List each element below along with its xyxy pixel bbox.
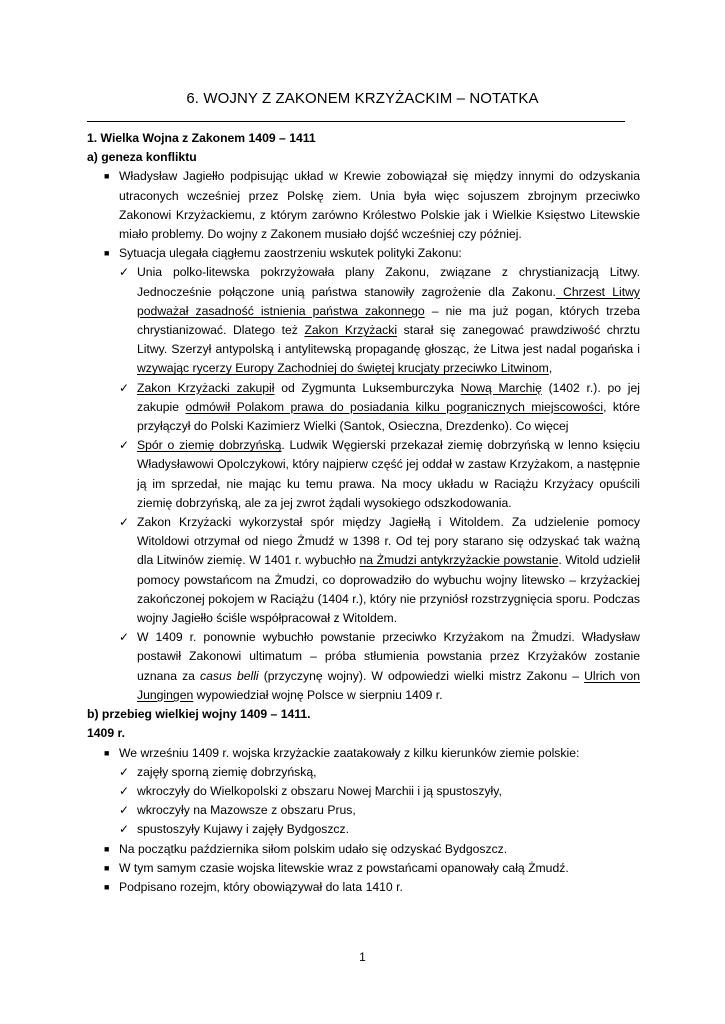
- list-item: [87, 167, 640, 244]
- checkmark-icon: ✓: [119, 630, 130, 645]
- check-item: ✓ Zakon Krzyżacki zakupił od Zygmunta Luksemburczyka Nową Marchię (1402 r.). po jej zakupie odmówił Polakom prawa do posiadania kilku pogranicznych miejscowości, które przyłączył do Polski Kazimierz Wielki (Santok, Osieczna, Drezdenko). Co więcej: [119, 380, 640, 434]
- check-list: [119, 263, 640, 705]
- list-item-text: Władysław Jagiełło podpisując układ w Krewie zobowiązał się między innymi do odzyskania utraconych wcześniej przez Polskę ziem. Unia była więc sojuszem zbrojnym przeciwko Zakonowi Krzyżackiemu, z którym zarówno Królestwo Polskie jak i Wielkie Księstwo Litewskie miało problemy. Do wojny z Zakonem musiało dojść wcześniej czy później.: [119, 169, 640, 242]
- list-item-text: We wrześniu 1409 r. wojska krzyżackie zaatakowały z kilku kierunków ziemie polskie:: [119, 745, 580, 760]
- check-item: ✓ Spór o ziemię dobrzyńską. Ludwik Węgierski przekazał ziemię dobrzyńską w lenno księciu Władysławowi Opolczykowi, który najpierw część jej oddał w zastaw Krzyżakom, a następnie ją im sprzedał, nie mając ku temu prawa. Na mocy układu w Raciążu Krzyżacy opuścili ziemię dobrzyńską, ale za jej zwrot żądali wysokiego odszkodowania.: [119, 438, 640, 510]
- underlined-phrase: odmówił Polakom prawa do posiadania kilku pogranicznych miejscowości: [185, 399, 604, 414]
- check-item: ✓ W 1409 r. ponownie wybuchło powstanie przeciwko Krzyżakom na Żmudzi. Władysław postawił Zakonowi ultimatum – próba stłumienia powstania przez Krzyżaków zostanie uznana za casus belli (przyczynę wojny). W odpowiedzi wielki mistrz Zakonu – Ulrich von Jungingen wypowiedział wojnę Polsce w sierpniu 1409 r.: [119, 630, 641, 702]
- list-item-text: Sytuacja ulegała ciągłemu zaostrzeniu wskutek polityki Zakonu:: [119, 246, 462, 261]
- page-number: 1: [359, 950, 366, 964]
- checkmark-icon: ✓: [119, 803, 130, 818]
- note-content: [87, 129, 640, 897]
- check-item: ✓ wkroczyły na Mazowsze z obszaru Prus,: [119, 801, 640, 820]
- square-bullet-icon: ■: [104, 747, 110, 758]
- square-bullet-icon: ■: [104, 881, 110, 892]
- check-item: ✓ spustoszyły Kujawy i zajęły Bydgoszcz.: [119, 820, 640, 839]
- square-bullet-icon: ■: [104, 843, 110, 854]
- checkmark-icon: ✓: [119, 783, 130, 798]
- list-item: [87, 744, 640, 840]
- check-item: ✓ Zakon Krzyżacki wykorzystał spór między Jagiełłą i Witoldem. Za udzielenie pomocy Witoldowi otrzymał od niego Żmudź w 1398 r. Od tej pory starano się odzyskać tak ważną dla Litwinów ziemię. W 1401 r. wybuchło na Żmudzi antykrzyżackie powstanie. Witold udzielił pomocy powstańcom na Żmudzi, co doprowadziło do wybuchu wojny litewsko – krzyżackiej zakończonej pokojem w Raciążu (1404 r.), który nie przyniósł rozstrzygnięcia sporu. Podczas wojny Jagiełło ściśle współpracował z Witoldem.: [119, 515, 640, 626]
- checkmark-icon: ✓: [119, 380, 130, 395]
- checkmark-icon: ✓: [119, 764, 130, 779]
- bullet-list-b: [87, 744, 640, 898]
- underlined-phrase: Spór o ziemię dobrzyńską: [137, 438, 282, 453]
- underlined-phrase: Nową Marchię: [460, 380, 542, 395]
- subsection-heading-a: a) geneza konfliktu: [87, 150, 197, 165]
- underlined-phrase: Chrzest Litwy podważał zasadność istnienia państwa zakonnego: [137, 284, 641, 318]
- check-list: [119, 763, 640, 840]
- list-item: [87, 878, 640, 897]
- list-item: [87, 859, 640, 878]
- underlined-phrase: Zakon Krzyżacki: [304, 323, 398, 338]
- checkmark-icon: ✓: [119, 265, 130, 280]
- list-item: [87, 840, 640, 859]
- page-title: 6. WOJNY Z ZAKONEM KRZYŻACKIM – NOTATKA: [186, 90, 539, 107]
- italic-phrase: casus belli: [200, 668, 259, 683]
- underlined-phrase: wzywając rycerzy Europy Zachodniej do świętej krucjaty przeciwko Litwinom: [137, 361, 549, 376]
- underlined-phrase: Ulrich von Jungingen: [137, 668, 641, 702]
- title-divider: [87, 121, 625, 122]
- underlined-phrase: Zakon Krzyżacki zakupił: [137, 380, 275, 395]
- checkmark-icon: ✓: [119, 438, 130, 453]
- list-item-text: Na początku października siłom polskim udało się odzyskać Bydgoszcz.: [119, 841, 508, 856]
- year-heading: 1409 r.: [87, 726, 125, 741]
- bullet-list-a: [87, 167, 640, 705]
- section-heading: 1. Wielka Wojna z Zakonem 1409 – 1411: [87, 131, 316, 145]
- subsection-heading-b: b) przebieg wielkiej wojny 1409 – 1411.: [87, 707, 311, 722]
- list-item: [87, 244, 640, 705]
- check-item: ✓ wkroczyły do Wielkopolski z obszaru Nowej Marchii i ją spustoszyły,: [119, 782, 640, 801]
- checkmark-icon: ✓: [119, 515, 130, 530]
- list-item-text: W tym samym czasie wojska litewskie wraz z powstańcami opanowały całą Żmudź.: [119, 860, 569, 875]
- underlined-phrase: na Żmudzi antykrzyżackie powstanie: [359, 553, 559, 568]
- list-item-text: Podpisano rozejm, który obowiązywał do lata 1410 r.: [119, 879, 403, 894]
- square-bullet-icon: ■: [104, 248, 110, 259]
- square-bullet-icon: ■: [104, 862, 110, 873]
- square-bullet-icon: ■: [104, 171, 110, 182]
- check-item: ✓ Unia polko-litewska pokrzyżowała plany Zakonu, związane z chrystianizacją Litwy. Jednocześnie połączone unią państwa stanowiły zagrożenie dla Zakonu. Chrzest Litwy podważał zasadność istnienia państwa zakonnego – nie ma już pogan, których trzeba chrystianizować. Dlatego też Zakon Krzyżacki starał się zanegować prawdziwość chrztu Litwy. Szerzył antypolską i antylitewską propagandę głosząc, że Litwa jest nadal pogańska i wzywając rycerzy Europy Zachodniej do świętej krucjaty przeciwko Litwinom,: [119, 265, 641, 376]
- check-item: ✓ zajęły sporną ziemię dobrzyńską,: [119, 763, 640, 782]
- checkmark-icon: ✓: [119, 822, 130, 837]
